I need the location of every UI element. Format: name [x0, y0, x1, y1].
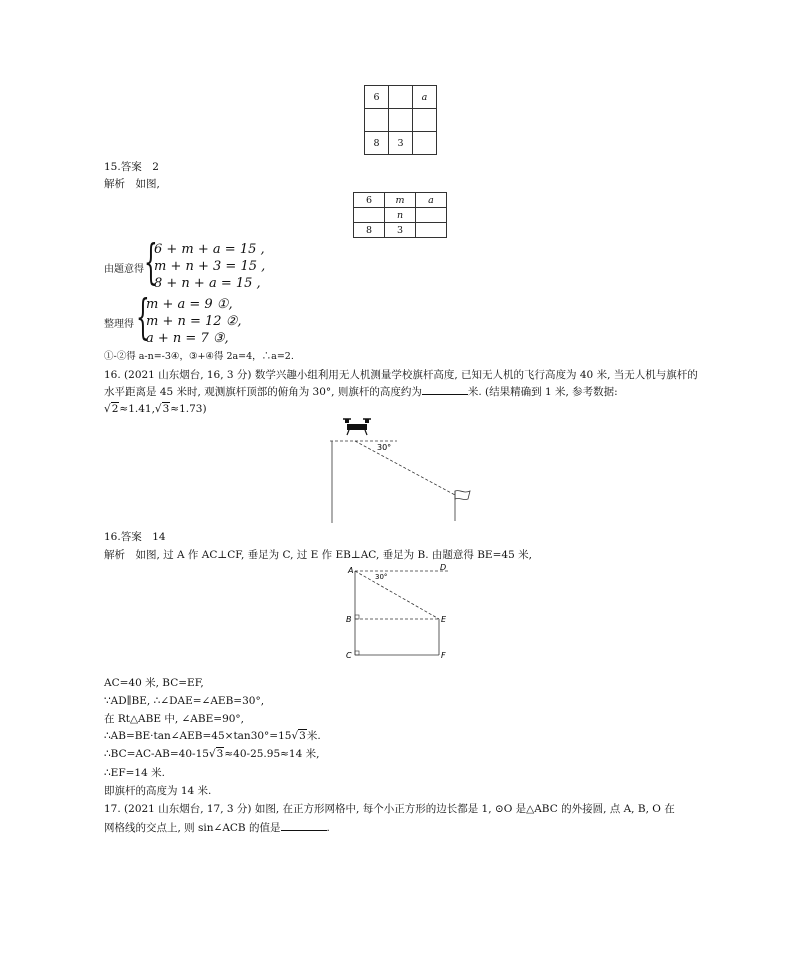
answer-15-header: 15.答案 2: [104, 161, 159, 173]
step-text: ∴AB=BE·tan∠AEB=45×tan30°=15: [104, 730, 292, 742]
step: 在 Rt△ABE 中, ∠ABE=90°,: [104, 713, 245, 725]
grid-cell: [416, 208, 447, 223]
left-brace: {: [144, 234, 158, 290]
point-label-a: A: [348, 566, 354, 575]
left-brace: {: [136, 289, 150, 345]
grid-cell: [365, 109, 389, 132]
equation: m + n = 12 ②,: [146, 314, 242, 329]
grid-cell: [413, 132, 437, 155]
ref-data-1: ≈1.41,: [119, 403, 155, 415]
right-triangle-figure: [345, 563, 460, 661]
grid-cell: [413, 109, 437, 132]
equation: a + n = 7 ③,: [146, 331, 229, 346]
analysis-16: 解析 如图, 过 A 作 AC⊥CF, 垂足为 C, 过 E 作 EB⊥AC, 垂足为 B. 由题意得 BE=45 米,: [104, 549, 532, 561]
grid-cell: 8: [365, 132, 389, 155]
angle-label: 30°: [377, 443, 392, 452]
equation: 6 + m + a = 15 ,: [154, 242, 265, 257]
point-label-f: F: [441, 651, 446, 660]
grid-cell: 3: [389, 132, 413, 155]
step: ∴BC=AC-AB=40-15√3≈40-25.95≈14 米,: [104, 748, 320, 760]
step-tail: ≈40-25.95≈14 米,: [224, 748, 320, 760]
point-label-d: D: [440, 563, 447, 572]
question-16-tail: 米. (结果精确到 1 米, 参考数据:: [467, 386, 618, 398]
grid-cell: 8: [354, 223, 385, 238]
point-label-e: E: [441, 615, 447, 624]
grid-cell: a: [413, 86, 437, 109]
conclusion-15: ①-②得 a-n=-3④，③+④得 2a=4，∴a=2.: [104, 351, 294, 362]
top-magic-grid: [364, 85, 437, 155]
grid-cell: m: [385, 193, 416, 208]
drone-icon: [343, 419, 371, 435]
grid-cell: [416, 223, 447, 238]
answer-blank: [422, 384, 468, 395]
grid-cell: 6: [365, 86, 389, 109]
question-16-text: 16. (2021 山东烟台, 16, 3 分) 数学兴趣小组利用无人机测量学校旗杆高度, 已知无人机的飞行高度为 40 米, 当无人机与旗杆的水平距离是 45 米时, 观测旗杆顶部的俯角为 30°, 则旗杆的高度约为: [104, 369, 698, 398]
sqrt-2: 2: [111, 403, 119, 415]
step: ∴AB=BE·tan∠AEB=45×tan30°=15√3米.: [104, 730, 321, 742]
step: AC=40 米, BC=EF,: [104, 677, 204, 689]
grid-cell: a: [416, 193, 447, 208]
angle-label: 30°: [375, 573, 388, 581]
step: ∴EF=14 米.: [104, 767, 165, 779]
step-text: ∴BC=AC-AB=40-15: [104, 748, 209, 760]
step: 即旗杆的高度为 14 米.: [104, 785, 212, 797]
flag-icon: [455, 491, 470, 521]
equation: m + n + 3 = 15 ,: [154, 259, 266, 274]
answer-blank: [281, 820, 327, 831]
question-17-line-1: 17. (2021 山东烟台, 17, 3 分) 如图, 在正方形网格中, 每个小正方形的边长都是 1, ⊙O 是△ABC 的外接圆, 点 A, B, O 在: [104, 803, 675, 815]
question-17-line-2: [104, 820, 330, 835]
equation: 8 + n + a = 15 ,: [154, 276, 261, 291]
grid-cell: [389, 86, 413, 109]
system-2-label: 整理得: [104, 319, 134, 330]
analysis-15: 解析 如图,: [104, 178, 160, 190]
answer-16-header: 16.答案 14: [104, 531, 166, 543]
step-tail: 米.: [306, 730, 321, 742]
equation: m + a = 9 ①,: [146, 297, 233, 312]
grid-cell: [354, 208, 385, 223]
sqrt-3: 3: [299, 730, 306, 742]
grid-cell: 3: [385, 223, 416, 238]
question-16: 16. (2021 山东烟台, 16, 3 分) 数学兴趣小组利用无人机测量学校旗杆高度, 已知无人机的飞行高度为 40 米, 当无人机与旗杆的水平距离是 45 米时, 观测旗杆顶部的俯角为 30°, 则旗杆的高度约为 米. (结果精确到 1 米, 参考数据: √2≈1.41,√3≈1.73): [104, 369, 698, 415]
sqrt-3: 3: [216, 748, 224, 760]
point-label-b: B: [346, 615, 352, 624]
sqrt-3: 3: [162, 403, 170, 415]
ref-data-2: ≈1.73): [170, 403, 207, 415]
question-17-text: 网格线的交点上, 则 sin∠ACB 的值是: [104, 822, 281, 834]
point-label-c: C: [346, 651, 352, 660]
grid-cell: [389, 109, 413, 132]
question-17-tail: .: [326, 822, 330, 834]
answer-15-grid: [353, 192, 447, 238]
grid-cell: n: [385, 208, 416, 223]
drone-flagpole-figure: [325, 415, 475, 525]
step: ∵AD∥BE, ∴∠DAE=∠AEB=30°,: [104, 695, 265, 707]
grid-cell: 6: [354, 193, 385, 208]
system-1-label: 由题意得: [104, 264, 144, 275]
